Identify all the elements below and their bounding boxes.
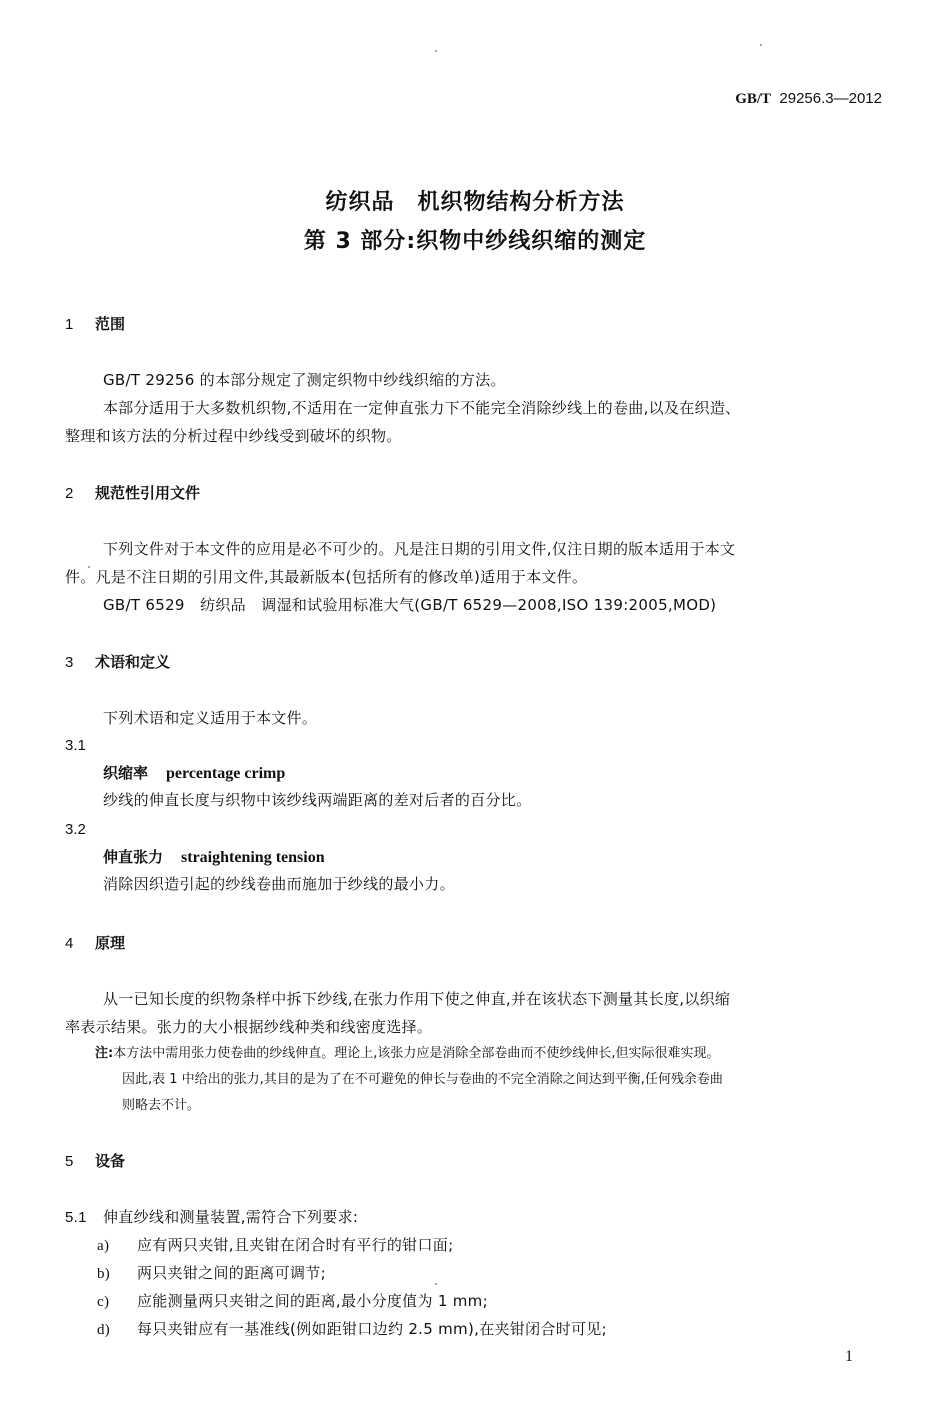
standard-number: 29256.3—2012 bbox=[779, 90, 882, 107]
section-title: 设备 bbox=[95, 1152, 126, 1170]
note-line3: 则略去不计。 bbox=[122, 1098, 201, 1113]
section-number: 1 bbox=[65, 316, 74, 333]
list-item bbox=[97, 1231, 453, 1260]
term-heading bbox=[103, 762, 285, 783]
section-3-heading bbox=[65, 651, 170, 672]
term-en: percentage crimp bbox=[166, 765, 286, 782]
list-item-text: 每只夹钳应有一基准线(例如距钳口边约 2.5 mm),在夹钳闭合时可见; bbox=[137, 1320, 607, 1338]
section-2-para1-line2: 件。凡是不注日期的引用文件,其最新版本(包括所有的修改单)适用于本文件。 bbox=[65, 568, 588, 586]
section-number: 5 bbox=[65, 1153, 74, 1170]
section-1-heading bbox=[65, 313, 125, 334]
note-line1: 本方法中需用张力使卷曲的纱线伸直。理论上,该张力应是消除全部卷曲而不使纱线伸长,但实际很难实现。 bbox=[113, 1046, 720, 1061]
section-number: 3 bbox=[65, 654, 74, 671]
standard-prefix: GB/T bbox=[735, 91, 772, 107]
section-4-heading bbox=[65, 932, 125, 953]
clause-5-1 bbox=[65, 1203, 358, 1232]
section-1-para2-line1: 本部分适用于大多数机织物,不适用在一定伸直张力下不能完全消除纱线上的卷曲,以及在织造、 bbox=[103, 399, 741, 417]
list-item-text: 应有两只夹钳,且夹钳在闭合时有平行的钳口面; bbox=[137, 1236, 454, 1254]
section-4-para-line2: 率表示结果。张力的大小根据纱线种类和线密度选择。 bbox=[65, 1018, 433, 1036]
scan-speck bbox=[435, 50, 437, 52]
note-label: 注: bbox=[95, 1046, 114, 1061]
normative-reference: GB/T 6529 纺织品 调湿和试验用标准大气(GB/T 6529—2008,ISO 139:2005,MOD) bbox=[103, 596, 717, 614]
section-1-para2-line2: 整理和该方法的分析过程中纱线受到破坏的织物。 bbox=[65, 427, 402, 445]
list-item-label: b) bbox=[97, 1266, 111, 1282]
section-2-para1-line1: 下列文件对于本文件的应用是必不可少的。凡是注日期的引用文件,仅注日期的版本适用于本文 bbox=[103, 540, 736, 558]
section-2-heading bbox=[65, 482, 200, 503]
term-zh: 伸直张力 bbox=[103, 848, 164, 866]
section-title: 原理 bbox=[95, 934, 126, 952]
list-item bbox=[97, 1315, 607, 1344]
scan-speck bbox=[88, 566, 90, 568]
document-title-line2: 第 3 部分:织物中纱线织缩的测定 bbox=[303, 229, 647, 254]
list-item bbox=[97, 1259, 326, 1288]
section-title: 范围 bbox=[95, 315, 126, 333]
clause-number: 5.1 bbox=[65, 1209, 87, 1226]
section-5-heading bbox=[65, 1150, 125, 1171]
standard-code bbox=[735, 90, 882, 108]
section-number: 4 bbox=[65, 935, 74, 952]
section-title: 规范性引用文件 bbox=[95, 484, 201, 502]
term-zh: 织缩率 bbox=[103, 764, 149, 782]
document-title-line1: 纺织品 机织物结构分析方法 bbox=[325, 190, 625, 215]
clause-text: 伸直纱线和测量装置,需符合下列要求: bbox=[103, 1208, 359, 1226]
note-line2: 因此,表 1 中给出的张力,其目的是为了在不可避免的伸长与卷曲的不完全消除之间达到平衡,任何残余卷曲 bbox=[122, 1072, 723, 1087]
section-4-para-line1: 从一已知长度的织物条样中拆下纱线,在张力作用下使之伸直,并在该状态下测量其长度,以织缩 bbox=[103, 990, 731, 1008]
section-number: 2 bbox=[65, 485, 74, 502]
note bbox=[95, 1041, 719, 1067]
term-heading bbox=[103, 846, 325, 867]
section-1-para1: GB/T 29256 的本部分规定了测定织物中纱线织缩的方法。 bbox=[103, 371, 506, 389]
term-number: 3.2 bbox=[65, 821, 86, 838]
term-number: 3.1 bbox=[65, 737, 86, 754]
list-item-text: 两只夹钳之间的距离可调节; bbox=[137, 1264, 326, 1282]
list-item bbox=[97, 1287, 488, 1316]
scan-speck bbox=[760, 44, 762, 46]
section-3-intro: 下列术语和定义适用于本文件。 bbox=[103, 709, 318, 727]
term-definition: 消除因织造引起的纱线卷曲而施加于纱线的最小力。 bbox=[103, 875, 455, 893]
list-item-label: a) bbox=[97, 1238, 110, 1254]
scan-speck bbox=[435, 1283, 437, 1285]
term-en: straightening tension bbox=[181, 849, 325, 866]
list-item-label: c) bbox=[97, 1294, 110, 1310]
list-item-text: 应能测量两只夹钳之间的距离,最小分度值为 1 mm; bbox=[137, 1292, 488, 1310]
page-number: 1 bbox=[845, 1348, 853, 1365]
list-item-label: d) bbox=[97, 1322, 111, 1338]
section-title: 术语和定义 bbox=[95, 653, 171, 671]
term-definition: 纱线的伸直长度与织物中该纱线两端距离的差对后者的百分比。 bbox=[103, 791, 532, 809]
